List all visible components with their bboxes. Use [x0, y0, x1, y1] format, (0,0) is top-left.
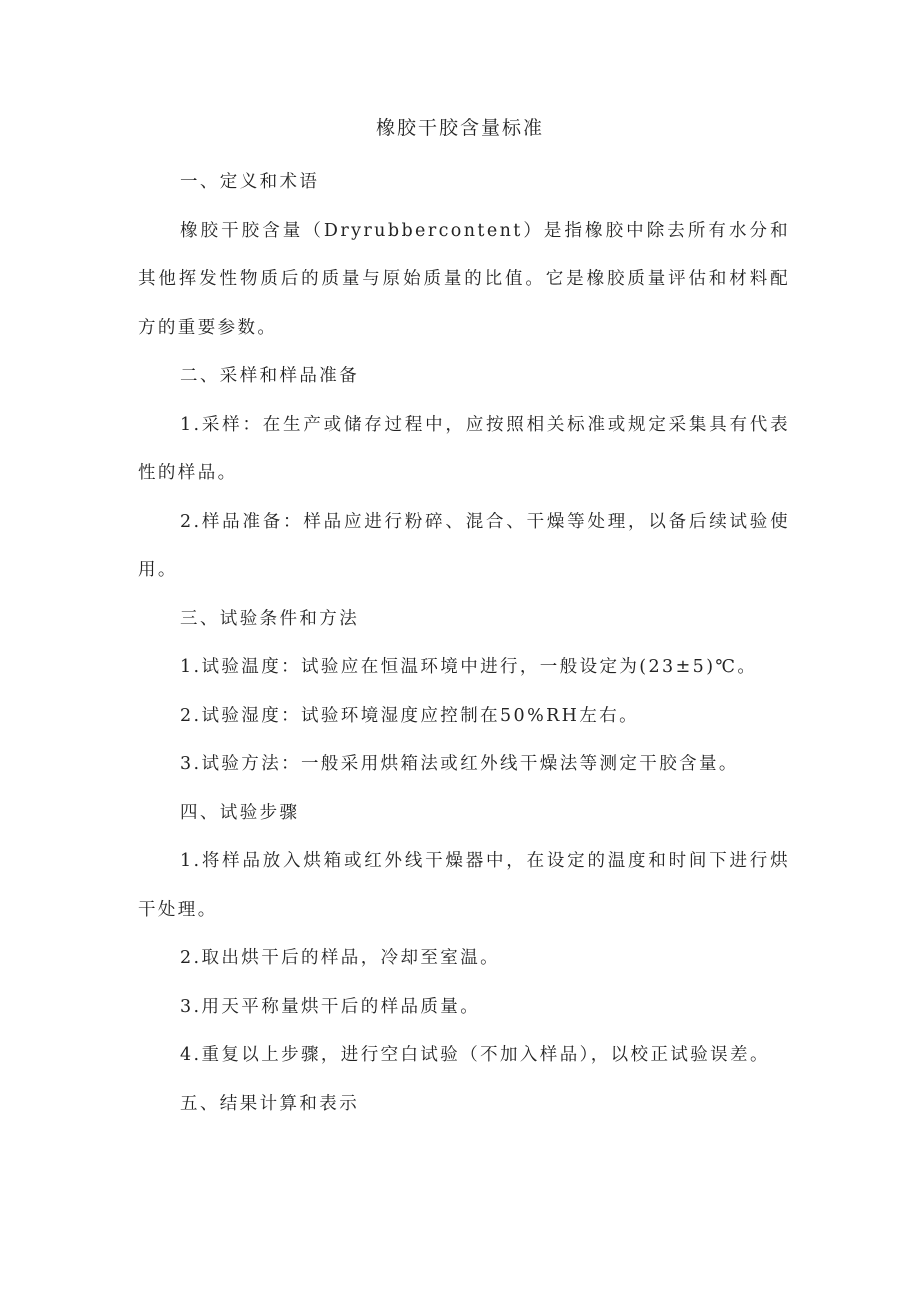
paragraph-test-method: 3.试验方法：一般采用烘箱法或红外线干燥法等测定干胶含量。 [180, 754, 739, 774]
paragraph-step-1: 1.将样品放入烘箱或红外线干燥器中，在设定的温度和时间下进行烘干处理。 [138, 851, 790, 920]
section-heading-results: 五、结果计算和表示 [180, 1093, 360, 1114]
section-heading-definitions: 一、定义和术语 [180, 172, 320, 192]
document-title: 橡胶干胶含量标准 [375, 117, 544, 139]
paragraph-step-4: 4.重复以上步骤，进行空白试验（不加入样品），以校正试验误差。 [180, 1045, 770, 1065]
document-body [138, 158, 790, 1128]
section-heading-procedure: 四、试验步骤 [180, 802, 300, 823]
section-heading-conditions: 三、试验条件和方法 [180, 608, 360, 629]
paragraph-test-temperature: 1.试验温度：试验应在恒温环境中进行，一般设定为(23±5)℃。 [180, 657, 758, 677]
paragraph-test-humidity: 2.试验湿度：试验环境湿度应控制在50%RH左右。 [180, 705, 640, 726]
paragraph-step-2: 2.取出烘干后的样品，冷却至室温。 [180, 948, 500, 968]
paragraph-definition: 橡胶干胶含量（Dryrubbercontent）是指橡胶中除去所有水分和其他挥发性物质后的质量与原始质量的比值。它是橡胶质量评估和材料配方的重要参数。 [138, 220, 790, 338]
section-heading-sampling: 二、采样和样品准备 [180, 366, 360, 386]
paragraph-sample-preparation: 2.样品准备：样品应进行粉碎、混合、干燥等处理，以备后续试验使用。 [138, 511, 790, 580]
paragraph-step-3: 3.用天平称量烘干后的样品质量。 [180, 996, 481, 1017]
paragraph-sampling: 1.采样：在生产或储存过程中，应按照相关标准或规定采集具有代表性的样品。 [138, 414, 790, 483]
